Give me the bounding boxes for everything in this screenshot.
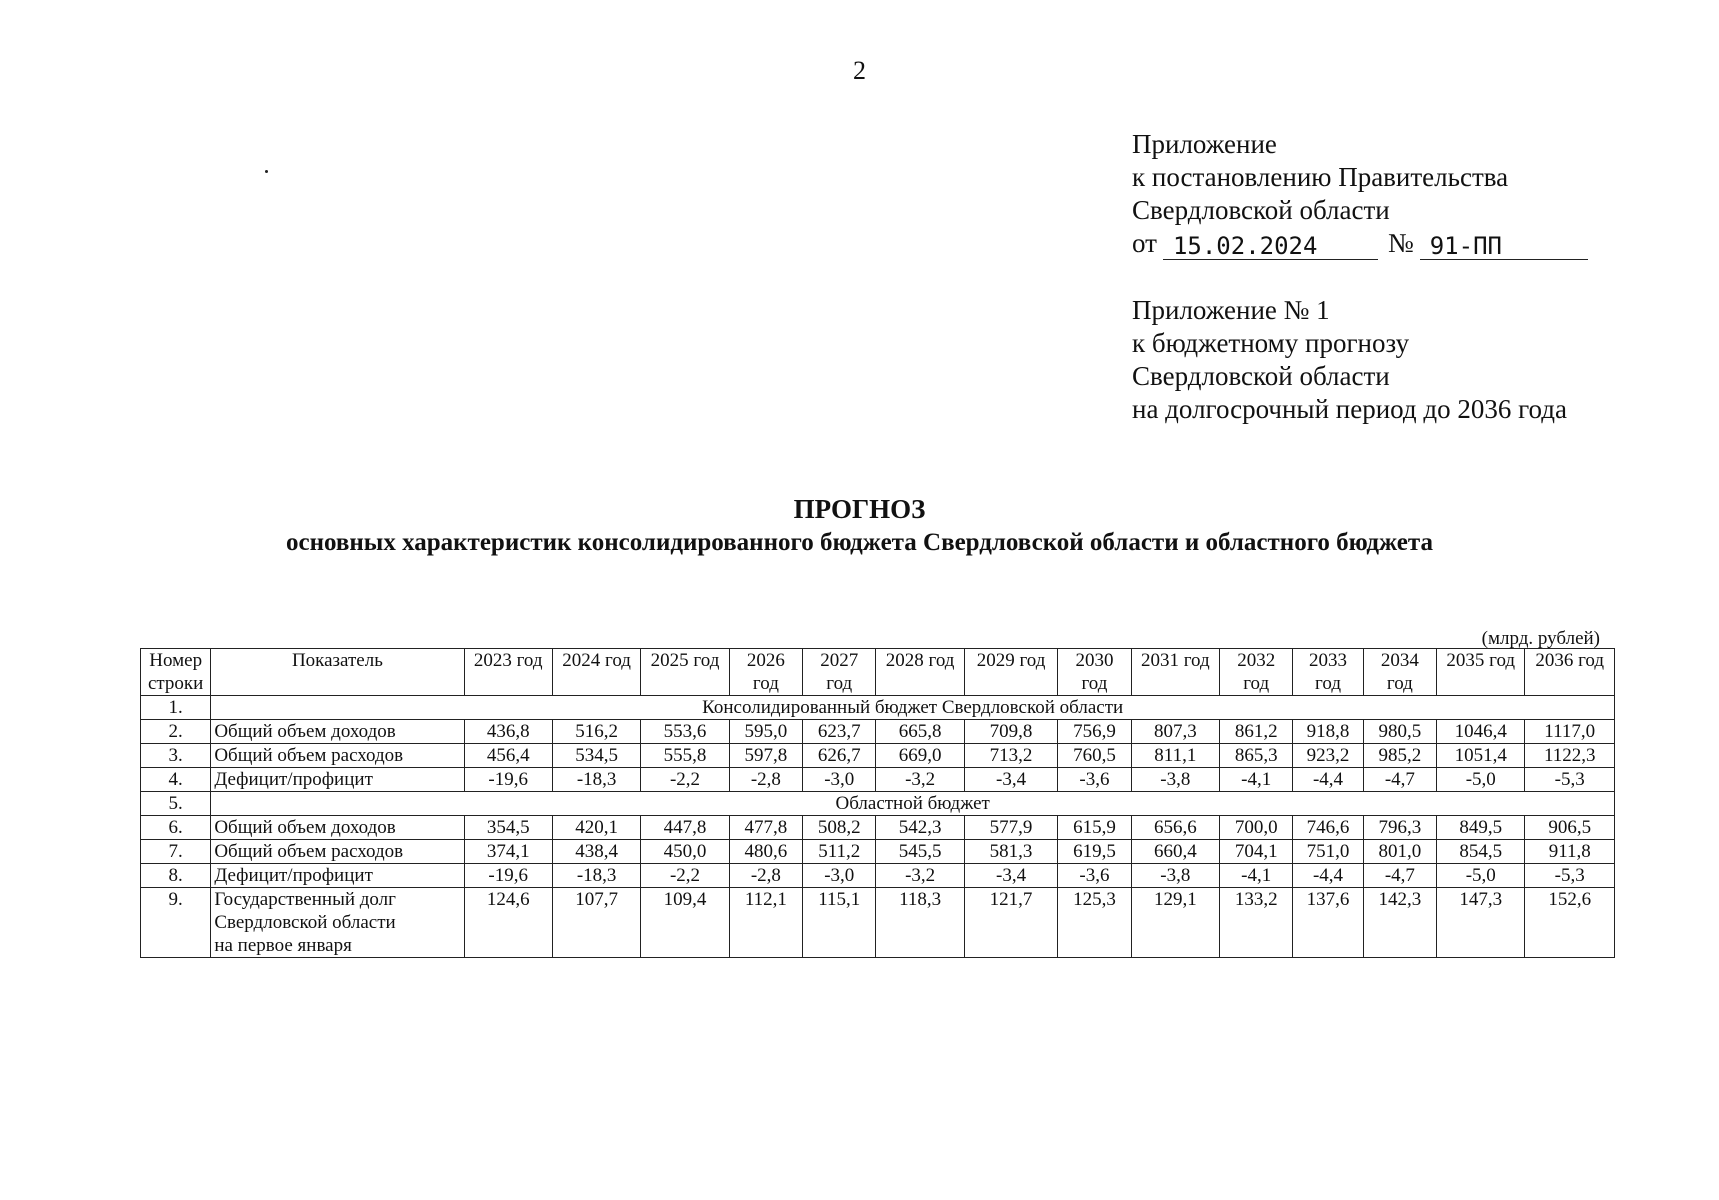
year-header: 2024 год	[552, 649, 640, 696]
value-cell: 615,9	[1058, 816, 1131, 840]
value-cell: 1051,4	[1437, 744, 1525, 768]
indicator-label: Общий объем расходов	[211, 840, 464, 864]
row-number: 4.	[141, 768, 211, 792]
value-cell: -4,7	[1363, 768, 1436, 792]
value-cell: -3,4	[964, 768, 1057, 792]
resolution-number: 91-ПП	[1420, 233, 1588, 260]
value-cell: 1122,3	[1525, 744, 1615, 768]
table-row	[141, 816, 1615, 840]
value-cell: 545,5	[876, 840, 964, 864]
document-title	[0, 492, 1719, 560]
row-number: 2.	[141, 720, 211, 744]
value-cell: 760,5	[1058, 744, 1131, 768]
value-cell: -2,2	[641, 864, 729, 888]
value-cell: -3,6	[1058, 768, 1131, 792]
table-row	[141, 864, 1615, 888]
value-cell: 801,0	[1363, 840, 1436, 864]
value-cell: -3,8	[1131, 768, 1219, 792]
value-cell: 420,1	[552, 816, 640, 840]
year-header: 2032 год	[1220, 649, 1293, 696]
year-header: 2033 год	[1293, 649, 1363, 696]
indicator-label: Общий объем расходов	[211, 744, 464, 768]
value-cell: 619,5	[1058, 840, 1131, 864]
section-title: Консолидированный бюджет Свердловской области	[211, 696, 1615, 720]
appendix-header-line: Приложение	[1132, 129, 1277, 159]
title-subtitle: основных характеристик консолидированного бюджета Свердловской области и областного бюджета	[286, 529, 1433, 556]
value-cell: -4,1	[1220, 768, 1293, 792]
value-cell: 133,2	[1220, 888, 1293, 958]
table-row	[141, 744, 1615, 768]
year-header: 2027 год	[803, 649, 876, 696]
value-cell: -3,8	[1131, 864, 1219, 888]
appendix-1-header	[1132, 294, 1567, 426]
value-cell: 447,8	[641, 816, 729, 840]
year-header: 2023 год	[464, 649, 552, 696]
value-cell: 577,9	[964, 816, 1057, 840]
value-cell: -2,8	[729, 864, 802, 888]
value-cell: 911,8	[1525, 840, 1615, 864]
value-cell: -2,2	[641, 768, 729, 792]
value-cell: -19,6	[464, 864, 552, 888]
value-cell: 438,4	[552, 840, 640, 864]
indicator-label-line: Свердловской области	[214, 912, 396, 933]
section-row	[141, 696, 1615, 720]
year-header: 2025 год	[641, 649, 729, 696]
value-cell: 626,7	[803, 744, 876, 768]
resolution-date: 15.02.2024	[1163, 233, 1378, 260]
indicator-label: Дефицит/профицит	[211, 864, 464, 888]
indicator-header: Показатель	[211, 649, 464, 696]
value-cell: 746,6	[1293, 816, 1363, 840]
value-cell: -3,0	[803, 768, 876, 792]
row-number-header: Номер строки	[141, 649, 211, 696]
indicator-label: Общий объем доходов	[211, 816, 464, 840]
appendix-header-line: Свердловской области	[1132, 195, 1390, 225]
value-cell: 906,5	[1525, 816, 1615, 840]
value-cell: -19,6	[464, 768, 552, 792]
appendix-1-header-line: к бюджетному прогнозу	[1132, 328, 1410, 358]
table-row	[141, 840, 1615, 864]
number-sign: №	[1387, 228, 1414, 258]
value-cell: 669,0	[876, 744, 964, 768]
value-cell: 118,3	[876, 888, 964, 958]
value-cell: -5,0	[1437, 864, 1525, 888]
value-cell: -4,4	[1293, 768, 1363, 792]
value-cell: 811,1	[1131, 744, 1219, 768]
year-header: 2031 год	[1131, 649, 1219, 696]
table-row	[141, 720, 1615, 744]
value-cell: 129,1	[1131, 888, 1219, 958]
appendix-1-header-line: Свердловской области	[1132, 361, 1390, 391]
appendix-header	[1132, 128, 1588, 260]
value-cell: 980,5	[1363, 720, 1436, 744]
year-header: 2030 год	[1058, 649, 1131, 696]
value-cell: 147,3	[1437, 888, 1525, 958]
value-cell: 854,5	[1437, 840, 1525, 864]
row-number: 7.	[141, 840, 211, 864]
value-cell: 124,6	[464, 888, 552, 958]
indicator-label-line: на первое января	[214, 935, 352, 956]
value-cell: 756,9	[1058, 720, 1131, 744]
value-cell: -5,3	[1525, 864, 1615, 888]
table-row	[141, 888, 1615, 958]
year-header: 2036 год	[1525, 649, 1615, 696]
value-cell: 152,6	[1525, 888, 1615, 958]
value-cell: -5,0	[1437, 768, 1525, 792]
value-cell: 595,0	[729, 720, 802, 744]
value-cell: 555,8	[641, 744, 729, 768]
resolution-date-number-line	[1132, 227, 1588, 260]
value-cell: -3,4	[964, 864, 1057, 888]
year-header: 2034 год	[1363, 649, 1436, 696]
units-label: (млрд. рублей)	[1481, 628, 1600, 649]
value-cell: -18,3	[552, 768, 640, 792]
value-cell: 807,3	[1131, 720, 1219, 744]
value-cell: 623,7	[803, 720, 876, 744]
table-header-row	[141, 649, 1615, 696]
value-cell: 700,0	[1220, 816, 1293, 840]
value-cell: 796,3	[1363, 816, 1436, 840]
value-cell: 923,2	[1293, 744, 1363, 768]
value-cell: 1046,4	[1437, 720, 1525, 744]
indicator-label: Дефицит/профицит	[211, 768, 464, 792]
value-cell: -4,7	[1363, 864, 1436, 888]
value-cell: 436,8	[464, 720, 552, 744]
value-cell: 125,3	[1058, 888, 1131, 958]
appendix-1-header-line: на долгосрочный период до 2036 года	[1132, 394, 1567, 424]
year-header: 2026 год	[729, 649, 802, 696]
year-header: 2035 год	[1437, 649, 1525, 696]
value-cell: -2,8	[729, 768, 802, 792]
title-main: ПРОГНОЗ	[793, 494, 926, 524]
value-cell: -4,1	[1220, 864, 1293, 888]
value-cell: 115,1	[803, 888, 876, 958]
value-cell: 709,8	[964, 720, 1057, 744]
appendix-header-line: к постановлению Правительства	[1132, 162, 1509, 192]
value-cell: 665,8	[876, 720, 964, 744]
value-cell: 656,6	[1131, 816, 1219, 840]
year-header: 2028 год	[876, 649, 964, 696]
section-row	[141, 792, 1615, 816]
value-cell: -3,2	[876, 768, 964, 792]
appendix-1-header-line: Приложение № 1	[1132, 295, 1330, 325]
year-header: 2029 год	[964, 649, 1057, 696]
value-cell: 581,3	[964, 840, 1057, 864]
value-cell: 553,6	[641, 720, 729, 744]
row-number: 8.	[141, 864, 211, 888]
row-number: 6.	[141, 816, 211, 840]
row-number: 1.	[141, 696, 211, 720]
date-prefix: от	[1132, 228, 1157, 258]
value-cell: 516,2	[552, 720, 640, 744]
value-cell: 849,5	[1437, 816, 1525, 840]
section-title: Областной бюджет	[211, 792, 1615, 816]
value-cell: 107,7	[552, 888, 640, 958]
value-cell: -3,0	[803, 864, 876, 888]
value-cell: 704,1	[1220, 840, 1293, 864]
row-number: 3.	[141, 744, 211, 768]
value-cell: 354,5	[464, 816, 552, 840]
value-cell: 751,0	[1293, 840, 1363, 864]
value-cell: 508,2	[803, 816, 876, 840]
value-cell: 597,8	[729, 744, 802, 768]
value-cell: -18,3	[552, 864, 640, 888]
value-cell: 121,7	[964, 888, 1057, 958]
value-cell: -5,3	[1525, 768, 1615, 792]
value-cell: 137,6	[1293, 888, 1363, 958]
value-cell: 918,8	[1293, 720, 1363, 744]
row-number: 9.	[141, 888, 211, 958]
value-cell: 456,4	[464, 744, 552, 768]
value-cell: 985,2	[1363, 744, 1436, 768]
value-cell: 861,2	[1220, 720, 1293, 744]
value-cell: 112,1	[729, 888, 802, 958]
indicator-label: Общий объем доходов	[211, 720, 464, 744]
value-cell: 511,2	[803, 840, 876, 864]
budget-forecast-table	[140, 648, 1615, 958]
table-row	[141, 768, 1615, 792]
indicator-label	[211, 888, 464, 958]
value-cell: 480,6	[729, 840, 802, 864]
value-cell: 865,3	[1220, 744, 1293, 768]
value-cell: 374,1	[464, 840, 552, 864]
page-number: 2	[853, 56, 866, 85]
value-cell: 534,5	[552, 744, 640, 768]
value-cell: 542,3	[876, 816, 964, 840]
indicator-label-line: Государственный долг	[214, 889, 396, 910]
value-cell: 142,3	[1363, 888, 1436, 958]
stray-mark	[265, 170, 268, 173]
value-cell: 1117,0	[1525, 720, 1615, 744]
value-cell: -4,4	[1293, 864, 1363, 888]
value-cell: 660,4	[1131, 840, 1219, 864]
value-cell: 109,4	[641, 888, 729, 958]
value-cell: -3,2	[876, 864, 964, 888]
value-cell: 450,0	[641, 840, 729, 864]
value-cell: 713,2	[964, 744, 1057, 768]
value-cell: 477,8	[729, 816, 802, 840]
value-cell: -3,6	[1058, 864, 1131, 888]
row-number: 5.	[141, 792, 211, 816]
